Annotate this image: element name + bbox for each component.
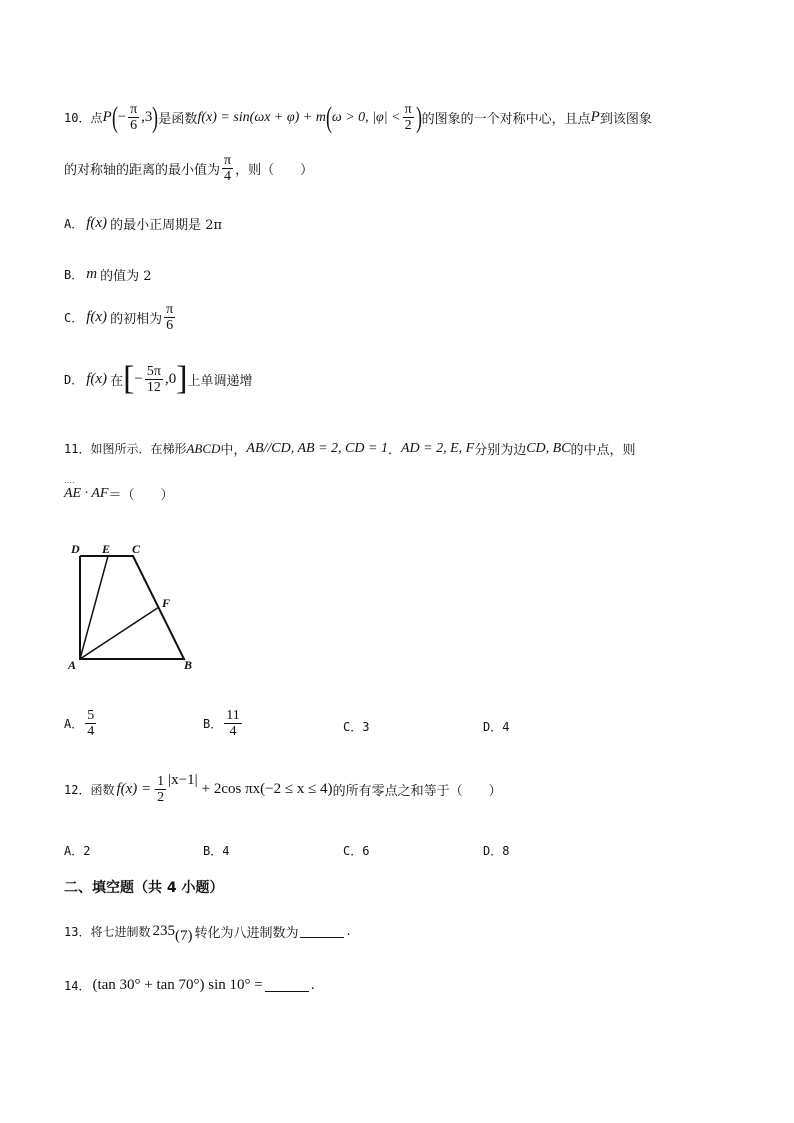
q12-base-fraction: $\frac{1}{2}$ — [157, 774, 165, 805]
q10-line2-end: ，则（ ） — [235, 163, 314, 178]
q13-line: 13．将七进制数 235 (7) 转化为八进制数为 . — [64, 923, 351, 944]
q10-number: 10．点 — [64, 111, 103, 125]
q10-cond-fraction: $\frac{\pi}{2}$ — [404, 102, 412, 133]
figure-label-c: C — [132, 542, 141, 556]
q11-vector-product: ‥‥ AE · AF — [64, 486, 108, 502]
q12-option-c: C． 6 — [343, 843, 370, 858]
q10-tail: 的图象的一个对称中心，且点 — [421, 112, 591, 127]
figure-label-f: F — [162, 596, 171, 610]
q10-point-name: P — [102, 109, 112, 125]
q14-line: 14． (tan 30° + tan 70°) sin 10° = . — [64, 977, 315, 993]
q10-condition: ω > 0, |φ| < — [331, 109, 401, 125]
q10-line2 — [64, 153, 313, 184]
q10-option-d: D． f(x) 在 [ − $\frac{5\pi}{12}$ ,0 ] 上单调递增 — [64, 360, 253, 397]
q10-line2-text: 的对称轴的距离的最小值为 — [64, 163, 221, 178]
q11-line1: 11．如图所示．在梯形 ABCD 中， AB//CD, AB = 2, CD = 1 ． AD = 2, E, F 分别为边 CD, BC 的中点，则 — [64, 440, 636, 458]
q10-option-c: C． f(x) 的初相为 $\frac{\pi}{6}$ — [64, 302, 174, 333]
q10-min-distance-fraction: $\frac{\pi}{4}$ — [224, 153, 232, 184]
figure-label-d: D — [71, 542, 80, 556]
q11-option-c: C． 3 — [343, 719, 370, 734]
q10-tail2: 到该图象 — [599, 112, 652, 127]
figure-label-e: E — [102, 542, 111, 556]
q11-option-b: B． $\frac{11}{4}$ — [203, 708, 240, 739]
q10-func: f(x) = sin(ωx + φ) + m — [197, 109, 326, 125]
section-fill-in-title: 二、填空题（共 4 小题） — [64, 880, 224, 896]
q12-option-b: B． 4 — [203, 843, 230, 858]
q10-option-a: A． f(x) 的最小正周期是 2π — [64, 215, 223, 233]
q14-answer-blank[interactable] — [265, 979, 309, 992]
q12-line: 12．函数 f(x) = $\frac{1}{2}$ |x−1| + 2cos πx(−2 ≤ x ≤ 4) 的所有零点之和等于（ ） — [64, 772, 502, 805]
q11-option-d: D． 4 — [483, 719, 510, 734]
q10-point-y: ,3 — [141, 109, 153, 125]
q10-option-b: B． m 的值为 2 — [64, 266, 152, 284]
q11-option-a: A． $\frac{5}{4}$ — [64, 708, 95, 739]
q10-point-x-fraction: $\frac{\pi}{6}$ — [130, 102, 138, 133]
q12-option-a: A． 2 — [64, 843, 91, 858]
q11-line2: ‥‥ AE · AF ＝（ ） — [64, 484, 173, 503]
q12-option-d: D． 8 — [483, 843, 510, 858]
q10-mid1: 是函数 — [158, 112, 198, 127]
figure-label-a: A — [68, 658, 77, 672]
q10-line1: 10．点 P ( − $\frac{\pi}{6}$ ,3 ) 是函数 f(x) = sin(ωx + φ) + m ( ω > 0, |φ| < $\frac{\pi}{2}$ ) 的图象的一个对称中心，且点 P 到该图象 — [64, 100, 652, 134]
trapezoid-figure — [66, 538, 206, 672]
figure-label-b: B — [184, 658, 193, 672]
q13-answer-blank[interactable] — [300, 925, 344, 938]
q10-tail-p: P — [590, 109, 600, 125]
